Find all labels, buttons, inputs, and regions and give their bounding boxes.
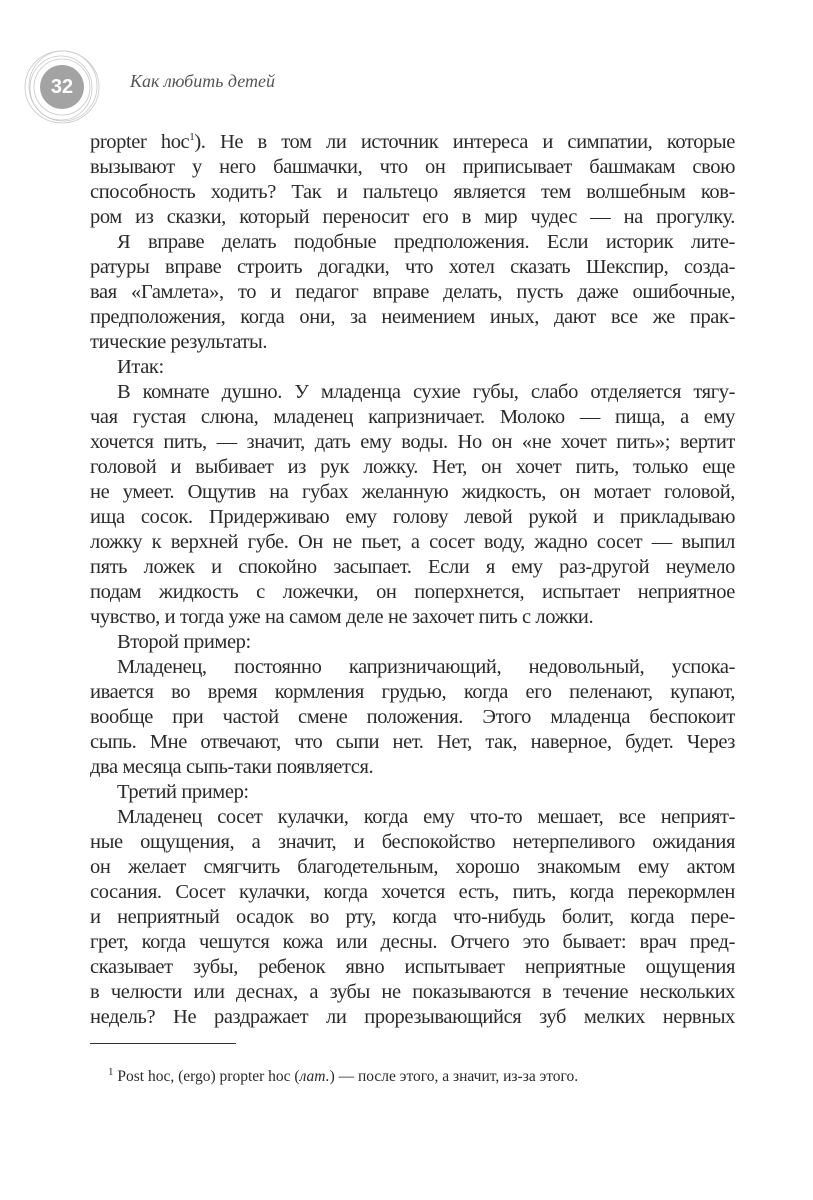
footnote [108, 1065, 579, 1086]
footnote-divider [90, 1043, 236, 1044]
text-line-content: в челюсти или деснах, а зубы не показываются в течение нескольких [90, 981, 735, 1003]
text-line-content: недель? Не раздражает ли прорезывающийся зуб мелких нервных [90, 1006, 735, 1028]
text-line [90, 655, 735, 680]
text-line-content: сказывает зубы, ребенок явно испытывает неприятные ощущения [90, 956, 735, 978]
text-line-content: сыпь. Мне отвечают, что сыпи нет. Нет, так, наверное, будет. Через [90, 731, 735, 753]
text-line [90, 780, 735, 805]
text-line-content: Второй пример: [117, 631, 251, 653]
running-title: Как любить детей [130, 71, 275, 91]
page-number: 32 [40, 65, 84, 109]
text-line [90, 330, 735, 355]
text-line [90, 555, 735, 580]
text-line [90, 505, 735, 530]
text-line-content: чая густая слюна, младенец капризничает. Молоко — пища, а ему [90, 406, 735, 428]
text-line [90, 205, 735, 230]
text-line-content: чувство, и тогда уже на самом деле не захочет пить с ложки. [90, 606, 594, 628]
text-line-content: ложку к верхней губе. Он не пьет, а сосет воду, жадно сосет — выпил [90, 531, 735, 553]
text-line [90, 955, 735, 980]
text-line [90, 905, 735, 930]
text-line [90, 805, 735, 830]
text-line [90, 680, 735, 705]
body-text [90, 130, 735, 1030]
footnote-text: Post hoc, (ergo) propter hoc ( [117, 1068, 300, 1085]
text-line-content: Я вправе делать подобные предположения. Если историк лите- [117, 231, 735, 253]
footnote-mark: 1 [108, 1065, 114, 1078]
text-line-content: вообще при частой смене положения. Этого младенца беспокоит [90, 706, 735, 728]
text-line-content: ивается во время кормления грудью, когда его пеленают, купают, [90, 681, 735, 703]
text-line-content: не умеет. Ощутив на губах желанную жидкость, он мотает головой, [90, 481, 735, 503]
text-line [90, 605, 735, 630]
text-line-content: головой и выбивает из рук ложку. Нет, он хочет пить, только еще [90, 456, 735, 478]
text-line [90, 630, 735, 655]
text-line [90, 430, 735, 455]
text-line-content: пять ложек и спокойно засыпает. Если я ему раз-другой неумело [90, 556, 735, 578]
text-line-content: предположения, когда они, за неимением иных, дают все же прак- [90, 306, 735, 328]
text-line-content: В комнате душно. У младенца сухие губы, слабо отделяется тягу- [117, 381, 735, 403]
text-line [90, 380, 735, 405]
text-line-content: вая «Гамлета», то и педагог вправе делать, пусть даже ошибочные, [90, 281, 735, 303]
text-line [90, 705, 735, 730]
text-line-content: ратуры вправе строить догадки, что хотел сказать Шекспир, созда- [90, 256, 735, 278]
text-line [90, 730, 735, 755]
text-line [90, 755, 735, 780]
text-line-content: Третий пример: [117, 781, 249, 803]
text-line [90, 580, 735, 605]
text-line-content: сосания. Сосет кулачки, когда хочется есть, пить, когда перекормлен [90, 881, 735, 903]
text-line-content: ром из сказки, который переносит его в мир чудес — на прогулку. [90, 206, 735, 228]
text-line-content: Младенец, постоянно капризничающий, недовольный, успока- [117, 656, 735, 678]
text-line-content: тические результаты. [90, 331, 268, 353]
text-line [90, 155, 735, 180]
text-line [90, 280, 735, 305]
text-line [90, 305, 735, 330]
text-line [90, 980, 735, 1005]
text-line [90, 455, 735, 480]
text-line [90, 930, 735, 955]
text-line [90, 230, 735, 255]
text-line-content: хочется пить, — значит, дать ему воды. Но он «не хочет пить»; вертит [90, 431, 735, 453]
text-line-content: Младенец сосет кулачки, когда ему что-то мешает, все неприят- [117, 806, 735, 828]
text-line [90, 255, 735, 280]
text-line-content: вызывают у него башмачки, что он приписывает башмакам свою [90, 156, 735, 178]
text-line-content: ища сосок. Придерживаю ему голову левой рукой и прикладываю [90, 506, 735, 528]
text-line [90, 880, 735, 905]
text-line [90, 830, 735, 855]
text-line-content: ). Не в том ли источник интереса и симпатии, которые [194, 131, 735, 153]
text-line [90, 1005, 735, 1030]
text-line [90, 355, 735, 380]
footnote-ref[interactable]: 1 [189, 131, 195, 144]
text-line-content: Итак: [117, 356, 164, 378]
text-line-content: ные ощущения, а значит, и беспокойство нетерпеливого ожидания [90, 831, 735, 853]
text-line [90, 180, 735, 205]
text-line-content: propter hoc [90, 131, 190, 153]
text-line-content: подам жидкость с ложечки, он поперхнется, испытает неприятное [90, 581, 735, 603]
text-line [90, 530, 735, 555]
text-line-content: грет, когда чешутся кожа или десны. Отчего это бывает: врач пред- [90, 931, 735, 953]
footnote-abbr: лат. [299, 1068, 330, 1085]
text-line-content: способность ходить? Так и пальтецо является тем волшебным ков- [90, 181, 735, 203]
text-line [90, 405, 735, 430]
text-line-content: два месяца сыпь-таки появляется. [90, 756, 374, 778]
text-line-content: и неприятный осадок во рту, когда что-нибудь болит, когда пере- [90, 906, 735, 928]
footnote-text-end: ) — после этого, а значит, из-за этого. [329, 1068, 579, 1085]
text-line [90, 855, 735, 880]
text-line-content: он желает смягчить благодетельным, хорошо знакомым ему актом [90, 856, 735, 878]
text-line [90, 130, 735, 155]
text-line [90, 480, 735, 505]
